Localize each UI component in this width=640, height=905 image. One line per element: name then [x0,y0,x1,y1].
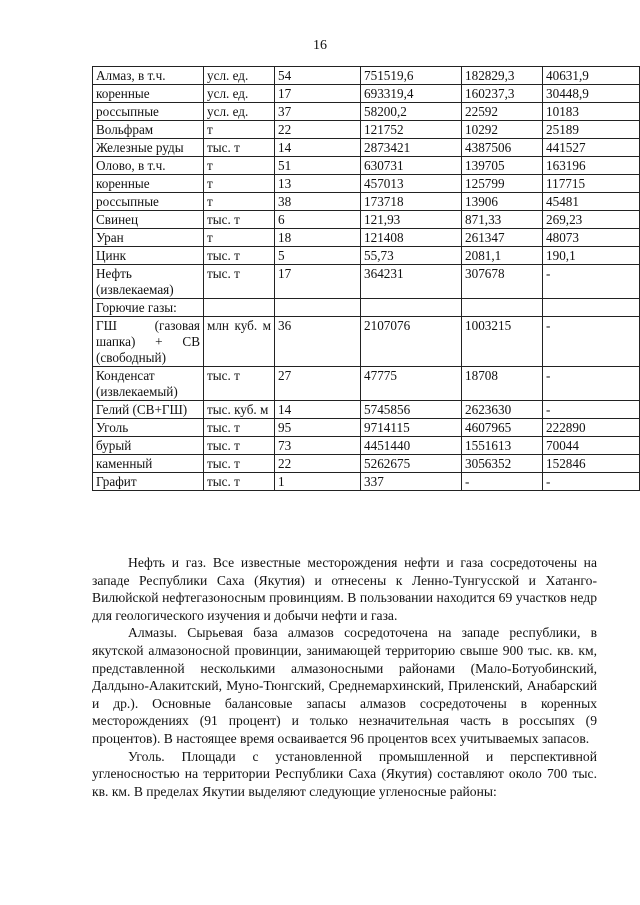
cell-unit: тыс. т [204,211,275,229]
cell-reserves-a: 364231 [361,265,462,299]
cell-reserves-b: 2623630 [462,401,543,419]
table-row [93,103,640,121]
table-row [93,401,640,419]
cell-mineral: Алмаз, в т.ч. [93,67,204,85]
table-row [93,265,640,299]
cell-deposit-count [275,299,361,317]
cell-unit: тыс. т [204,367,275,401]
cell-reserves-b: - [462,473,543,491]
cell-unit: тыс. куб. м [204,401,275,419]
cell-reserves-b: 307678 [462,265,543,299]
table-row [93,175,640,193]
cell-mineral: Уголь [93,419,204,437]
cell-unit: тыс. т [204,419,275,437]
cell-unit: усл. ед. [204,103,275,121]
cell-reserves-c: 117715 [543,175,640,193]
cell-unit: тыс. т [204,265,275,299]
cell-reserves-c: - [543,401,640,419]
table-row [93,67,640,85]
table-row [93,419,640,437]
cell-deposit-count: 6 [275,211,361,229]
table-body [93,67,640,491]
cell-unit: тыс. т [204,437,275,455]
cell-deposit-count: 17 [275,85,361,103]
reserves-table [92,66,640,491]
cell-reserves-c: 45481 [543,193,640,211]
table-row [93,473,640,491]
cell-reserves-a: 630731 [361,157,462,175]
cell-reserves-b: 4387506 [462,139,543,157]
cell-mineral: бурый [93,437,204,455]
cell-unit: т [204,229,275,247]
cell-deposit-count: 5 [275,247,361,265]
cell-reserves-c [543,299,640,317]
cell-deposit-count: 14 [275,401,361,419]
cell-deposit-count: 1 [275,473,361,491]
cell-reserves-a: 121752 [361,121,462,139]
cell-reserves-b: 160237,3 [462,85,543,103]
cell-reserves-c: 222890 [543,419,640,437]
cell-mineral: россыпные [93,103,204,121]
table-row [93,367,640,401]
cell-mineral: каменный [93,455,204,473]
cell-reserves-a: 751519,6 [361,67,462,85]
cell-reserves-a: 5262675 [361,455,462,473]
cell-reserves-b [462,299,543,317]
cell-reserves-c: 25189 [543,121,640,139]
paragraph-coal: Уголь. Площади с установленной промышленной и перспективной угленосностью на территории Республики Саха (Якутия) составляют около 700 тыс. кв. км. В пределах Якутии выделяют следующие угленосные районы: [92,748,597,799]
cell-reserves-a: 457013 [361,175,462,193]
cell-reserves-a: 693319,4 [361,85,462,103]
paragraph-diamonds: Алмазы. Сырьевая база алмазов сосредоточена на западе республики, в якутской алмазоносной провинции, занимающей территорию свыше 900 тыс. кв. км, представленной несколькими алмазоносными районами (Мало-Ботуобинский, Далдыно-Алакитский, Муно-Тюнгский, Среднемархинский, Приленский, Анабарский и др.). Основные балансовые запасы алмазов сосредоточены в коренных месторождениях (91 процент) и только незначительная часть в россыпях (9 процентов). В настоящее время осваивается 96 процентов всех учитываемых запасов. [92,625,597,746]
cell-mineral: Горючие газы: [93,299,204,317]
table-row [93,455,640,473]
paragraph-oil-gas: Нефть и газ. Все известные месторождения нефти и газа сосредоточены на западе Республики Саха (Якутия) и отнесены к Ленно-Тунгусской и Хатанго-Вилюйской нефтегазоносным провинциям. В пользовании находится 69 участков недр для геологического изучения и добычи нефти и газа. [92,555,597,623]
cell-unit: усл. ед. [204,85,275,103]
table-row [93,211,640,229]
cell-unit: т [204,121,275,139]
cell-reserves-a: 121,93 [361,211,462,229]
cell-reserves-b: 261347 [462,229,543,247]
cell-mineral: коренные [93,175,204,193]
cell-mineral: Свинец [93,211,204,229]
cell-reserves-b: 2081,1 [462,247,543,265]
table-row [93,85,640,103]
cell-deposit-count: 17 [275,265,361,299]
table-row [93,229,640,247]
cell-reserves-a: 4451440 [361,437,462,455]
cell-reserves-b: 125799 [462,175,543,193]
cell-reserves-b: 139705 [462,157,543,175]
cell-deposit-count: 38 [275,193,361,211]
cell-unit: тыс. т [204,139,275,157]
cell-mineral: Конденсат (извлекаемый) [93,367,204,401]
table-row [93,121,640,139]
cell-mineral: Гелий (СВ+ГШ) [93,401,204,419]
cell-reserves-a: 55,73 [361,247,462,265]
cell-reserves-a: 337 [361,473,462,491]
cell-deposit-count: 14 [275,139,361,157]
cell-unit [204,299,275,317]
cell-reserves-b: 3056352 [462,455,543,473]
cell-deposit-count: 22 [275,455,361,473]
page-number: 16 [313,38,327,53]
cell-reserves-b: 10292 [462,121,543,139]
cell-deposit-count: 37 [275,103,361,121]
cell-reserves-c: - [543,473,640,491]
cell-mineral: Олово, в т.ч. [93,157,204,175]
table-row [93,139,640,157]
cell-deposit-count: 54 [275,67,361,85]
cell-unit: т [204,157,275,175]
cell-reserves-c: 10183 [543,103,640,121]
cell-mineral: Цинк [93,247,204,265]
cell-reserves-b: 1003215 [462,317,543,367]
cell-mineral: россыпные [93,193,204,211]
cell-reserves-a: 58200,2 [361,103,462,121]
cell-reserves-c: 190,1 [543,247,640,265]
cell-unit: млн куб. м [204,317,275,367]
cell-reserves-a: 2107076 [361,317,462,367]
cell-reserves-b: 22592 [462,103,543,121]
cell-reserves-c: 70044 [543,437,640,455]
cell-reserves-a: 173718 [361,193,462,211]
cell-deposit-count: 27 [275,367,361,401]
cell-reserves-b: 871,33 [462,211,543,229]
cell-unit: тыс. т [204,473,275,491]
text-block [92,554,597,800]
cell-unit: усл. ед. [204,67,275,85]
table-row [93,317,640,367]
table-row [93,157,640,175]
cell-deposit-count: 95 [275,419,361,437]
cell-mineral: Уран [93,229,204,247]
cell-reserves-c: 441527 [543,139,640,157]
cell-deposit-count: 13 [275,175,361,193]
cell-reserves-c: - [543,265,640,299]
cell-reserves-c: 40631,9 [543,67,640,85]
cell-deposit-count: 18 [275,229,361,247]
cell-reserves-a: 9714115 [361,419,462,437]
cell-reserves-c: 269,23 [543,211,640,229]
cell-deposit-count: 22 [275,121,361,139]
cell-deposit-count: 51 [275,157,361,175]
table-row [93,193,640,211]
cell-reserves-b: 13906 [462,193,543,211]
cell-reserves-b: 1551613 [462,437,543,455]
cell-reserves-c: 48073 [543,229,640,247]
cell-mineral: ГШ (газовая шапка) + СВ (свободный) [93,317,204,367]
cell-reserves-a: 5745856 [361,401,462,419]
cell-reserves-a: 121408 [361,229,462,247]
cell-deposit-count: 73 [275,437,361,455]
cell-reserves-c: 163196 [543,157,640,175]
table-row [93,247,640,265]
cell-mineral: Нефть (извлекаемая) [93,265,204,299]
cell-reserves-c: - [543,367,640,401]
cell-mineral: Графит [93,473,204,491]
cell-deposit-count: 36 [275,317,361,367]
cell-reserves-b: 4607965 [462,419,543,437]
cell-reserves-a [361,299,462,317]
cell-reserves-c: 30448,9 [543,85,640,103]
cell-unit: тыс. т [204,455,275,473]
cell-mineral: Железные руды [93,139,204,157]
cell-mineral: Вольфрам [93,121,204,139]
cell-unit: тыс. т [204,247,275,265]
cell-reserves-b: 18708 [462,367,543,401]
cell-reserves-b: 182829,3 [462,67,543,85]
cell-mineral: коренные [93,85,204,103]
table-row [93,299,640,317]
cell-unit: т [204,193,275,211]
cell-unit: т [204,175,275,193]
cell-reserves-c: - [543,317,640,367]
cell-reserves-c: 152846 [543,455,640,473]
cell-reserves-a: 2873421 [361,139,462,157]
table-row [93,437,640,455]
cell-reserves-a: 47775 [361,367,462,401]
